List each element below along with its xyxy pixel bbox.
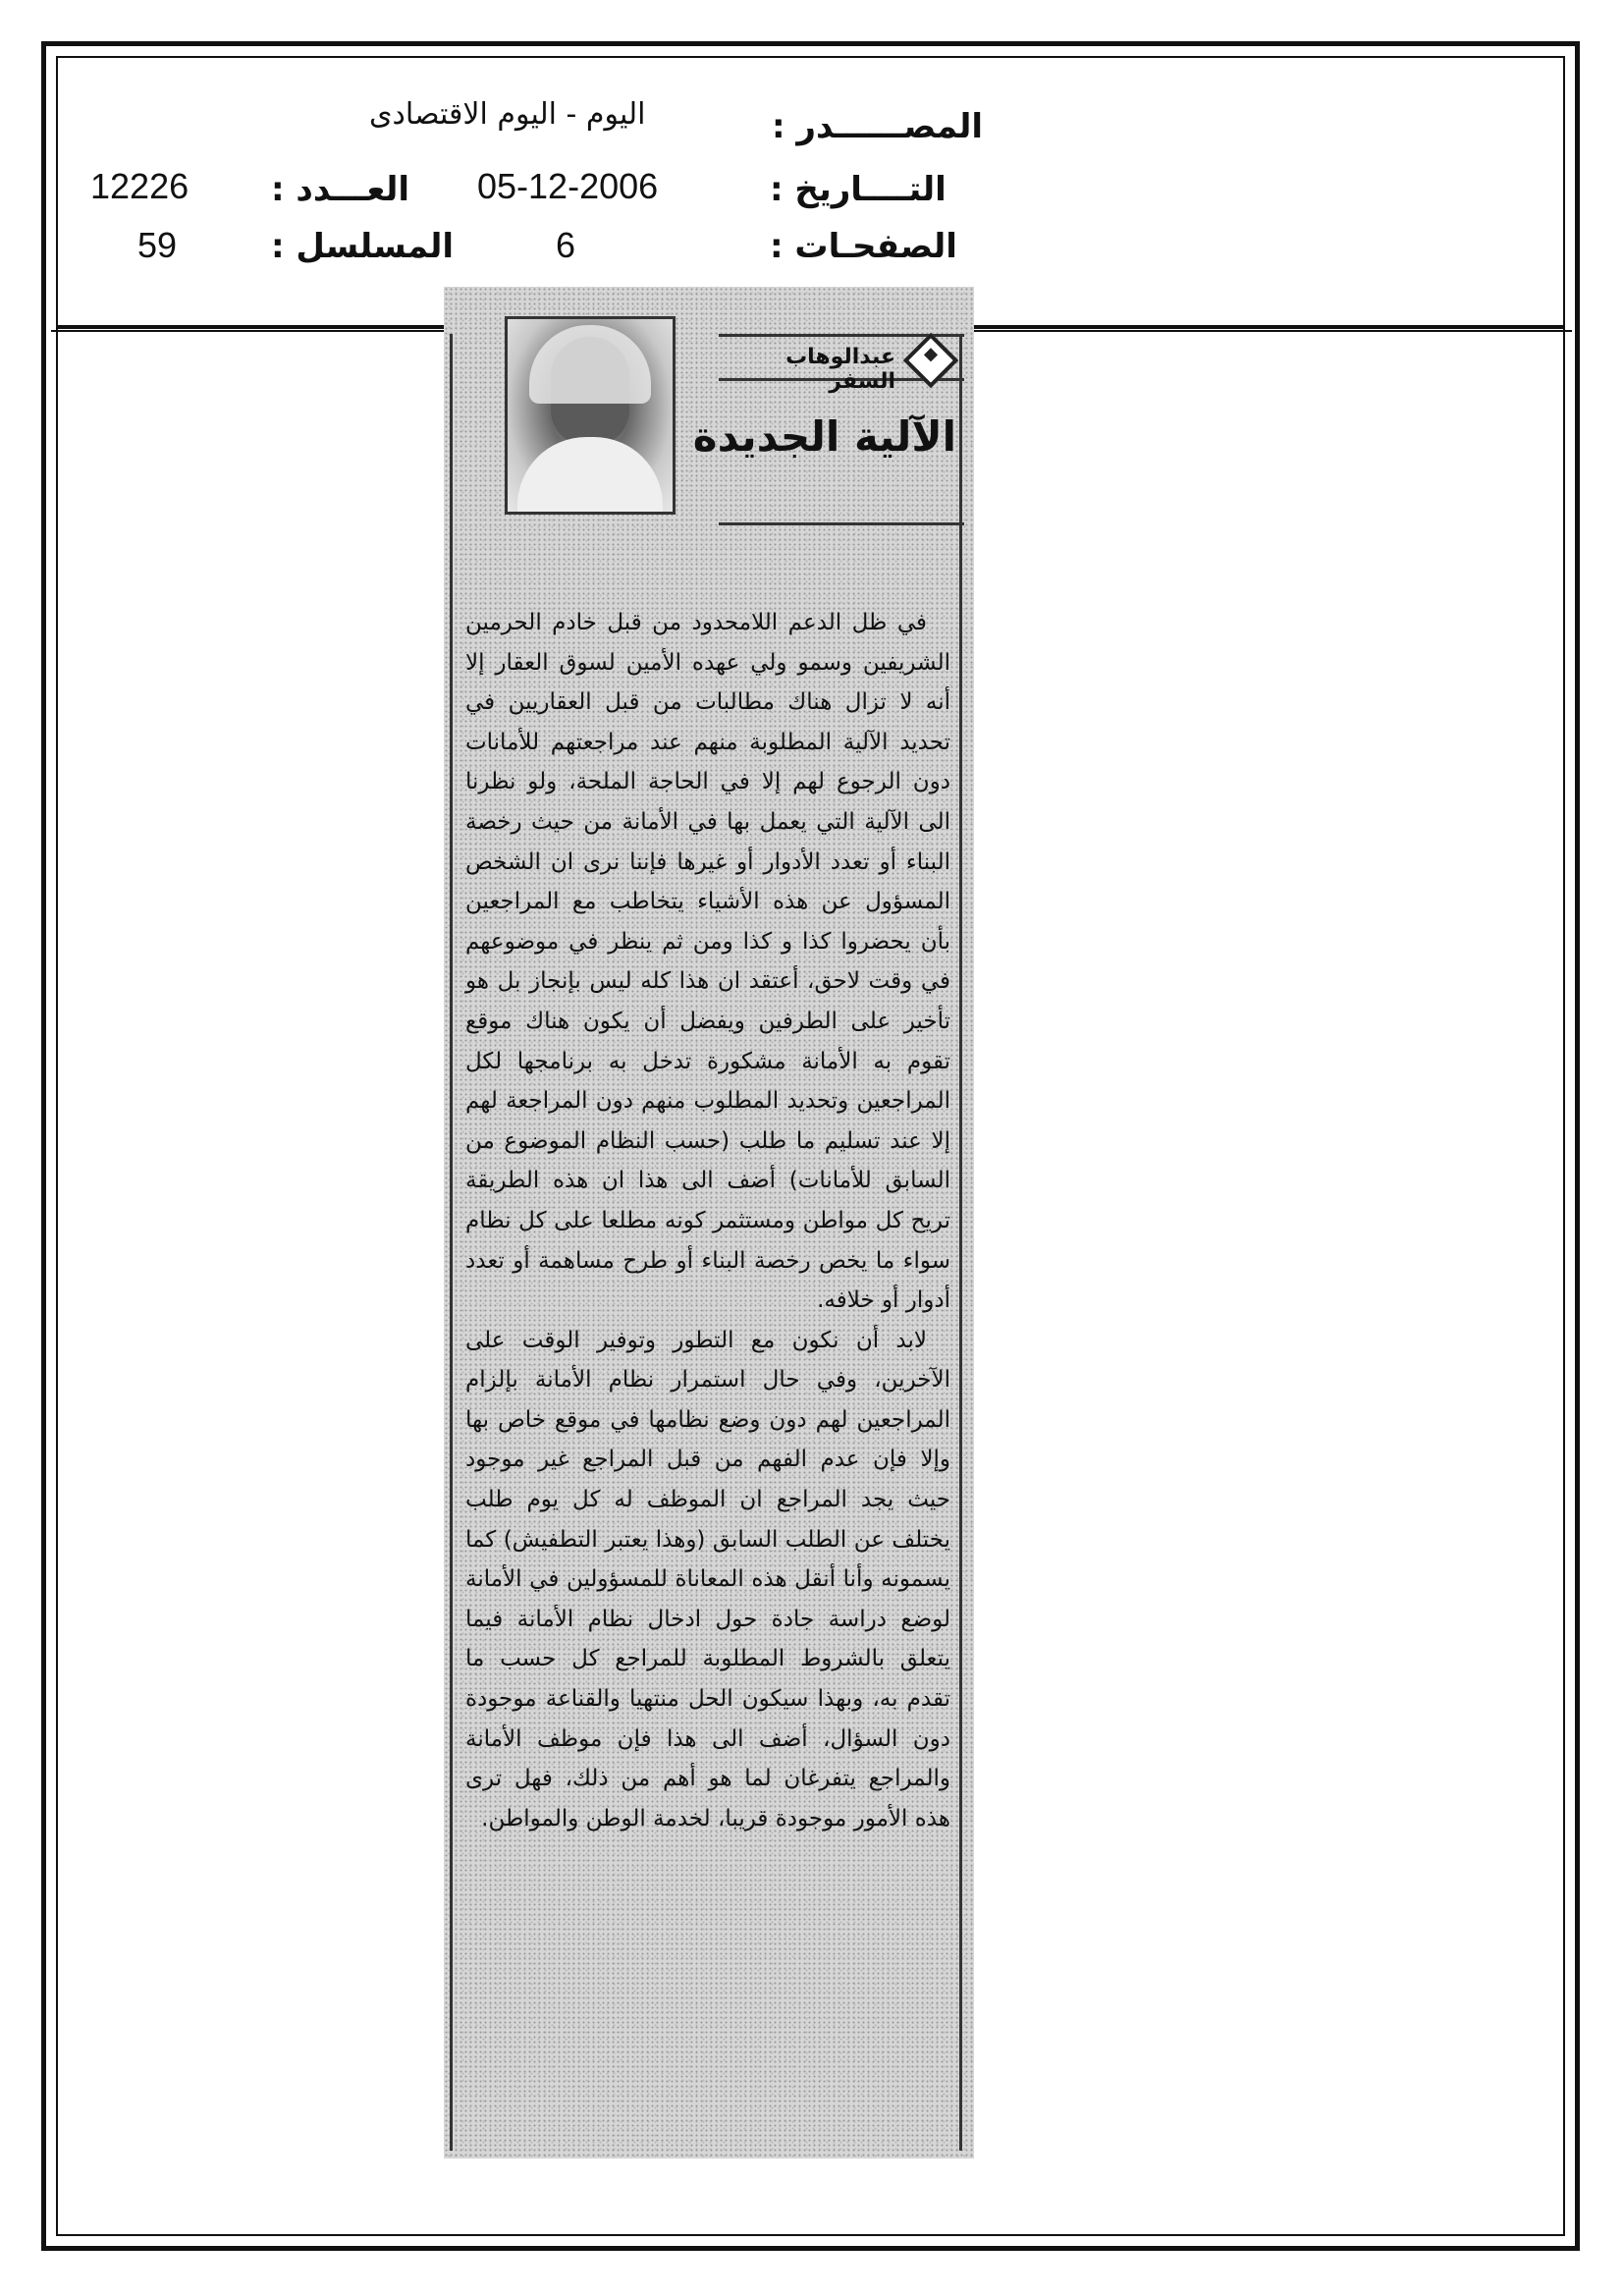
article-paragraph: لابد أن نكون مع التطور وتوفير الوقت على الآخرين، وفي حال استمرار نظام الأمانة بإلزام المراجعين لهم دون وضع نظامها في موقع خاص بها وإلا فإن عدم الفهم من قبل المراجع غير موجود حيث يجد المراجع ان الموظف له كل يوم طلب يختلف عن الطلب السابق (وهذا يعتبر التطفيش) كما يسمونه وأنا أنقل هذه المعاناة للمسؤولين في الأمانة لوضع دراسة جادة حول ادخال نظام الأمانة فيما يتعلق بالشروط المطلوبة للمراجع كل حسب ما تقدم به، وبهذا سيكون الحل منتهيا والقناعة موجودة دون السؤال، أضف الى هذا فإن موظف الأمانة والمراجع يتفرغان لما هو أهم من ذلك، فهل ترى هذه الأمور موجودة قريبا، لخدمة الوطن والمواطن. — [465, 1327, 950, 1831]
author-bar — [719, 334, 964, 394]
pages-label: الصفحـات : — [770, 227, 957, 266]
photo-headdress — [529, 325, 651, 404]
author-name: عبدالوهاب السفر — [785, 345, 895, 394]
photo-shoulders — [517, 437, 663, 512]
article-title: الآلية الجديدة — [692, 412, 956, 461]
issue-label: العـــدد : — [271, 170, 409, 209]
source-label: المصــــــدر : — [772, 107, 984, 146]
newspaper-clipping — [444, 287, 974, 2159]
column-logo-icon — [903, 333, 959, 389]
serial-value: 59 — [137, 225, 178, 265]
serial-label: المسلسل : — [271, 227, 455, 266]
date-label: التــــاريخ : — [770, 170, 947, 209]
article-body — [465, 603, 950, 1838]
date-value: 05-12-2006 — [477, 166, 659, 206]
author-photo — [505, 316, 676, 515]
pages-value: 6 — [556, 225, 576, 265]
issue-value: 12226 — [90, 166, 189, 206]
source-value: اليوم - اليوم الاقتصادى — [369, 97, 646, 132]
article-paragraph: في ظل الدعم اللامحدود من قبل خادم الحرمين الشريفين وسمو ولي عهده الأمين لسوق العقار إلا أنه لا تزال هناك مطالبات من قبل العقاريين في تحديد الآلية المطلوبة منهم عند مراجعتهم للأمانات دون الرجوع لهم إلا في الحاجة الملحة، ولو نظرنا الى الآلية التي يعمل بها في الأمانة من حيث رخصة البناء أو تعدد الأدوار أو غيرها فإننا نرى ان الشخص المسؤول عن هذه الأشياء يتخاطب مع المراجعين بأن يحضروا كذا و كذا ومن ثم ينظر في موضوعهم في وقت لاحق، أعتقد ان هذا كله ليس بإنجاز بل هو تأخير على الطرفين ويفضل أن يكون هناك موقع تقوم به الأمانة مشكورة تدخل به برنامجها لكل المراجعين وتحديد المطلوب منهم دون المراجعة لهم إلا عند تسليم ما طلب (حسب النظام الموضوع من السابق للأمانات) أضف الى هذا ان هذه الطريقة تريح كل مواطن ومستثمر كونه مطلعا على كل نظام سواء ما يخص رخصة البناء أو طرح مساهمة أو تعدد أدوار أو خلافه. — [465, 610, 950, 1314]
title-underline — [719, 483, 964, 525]
